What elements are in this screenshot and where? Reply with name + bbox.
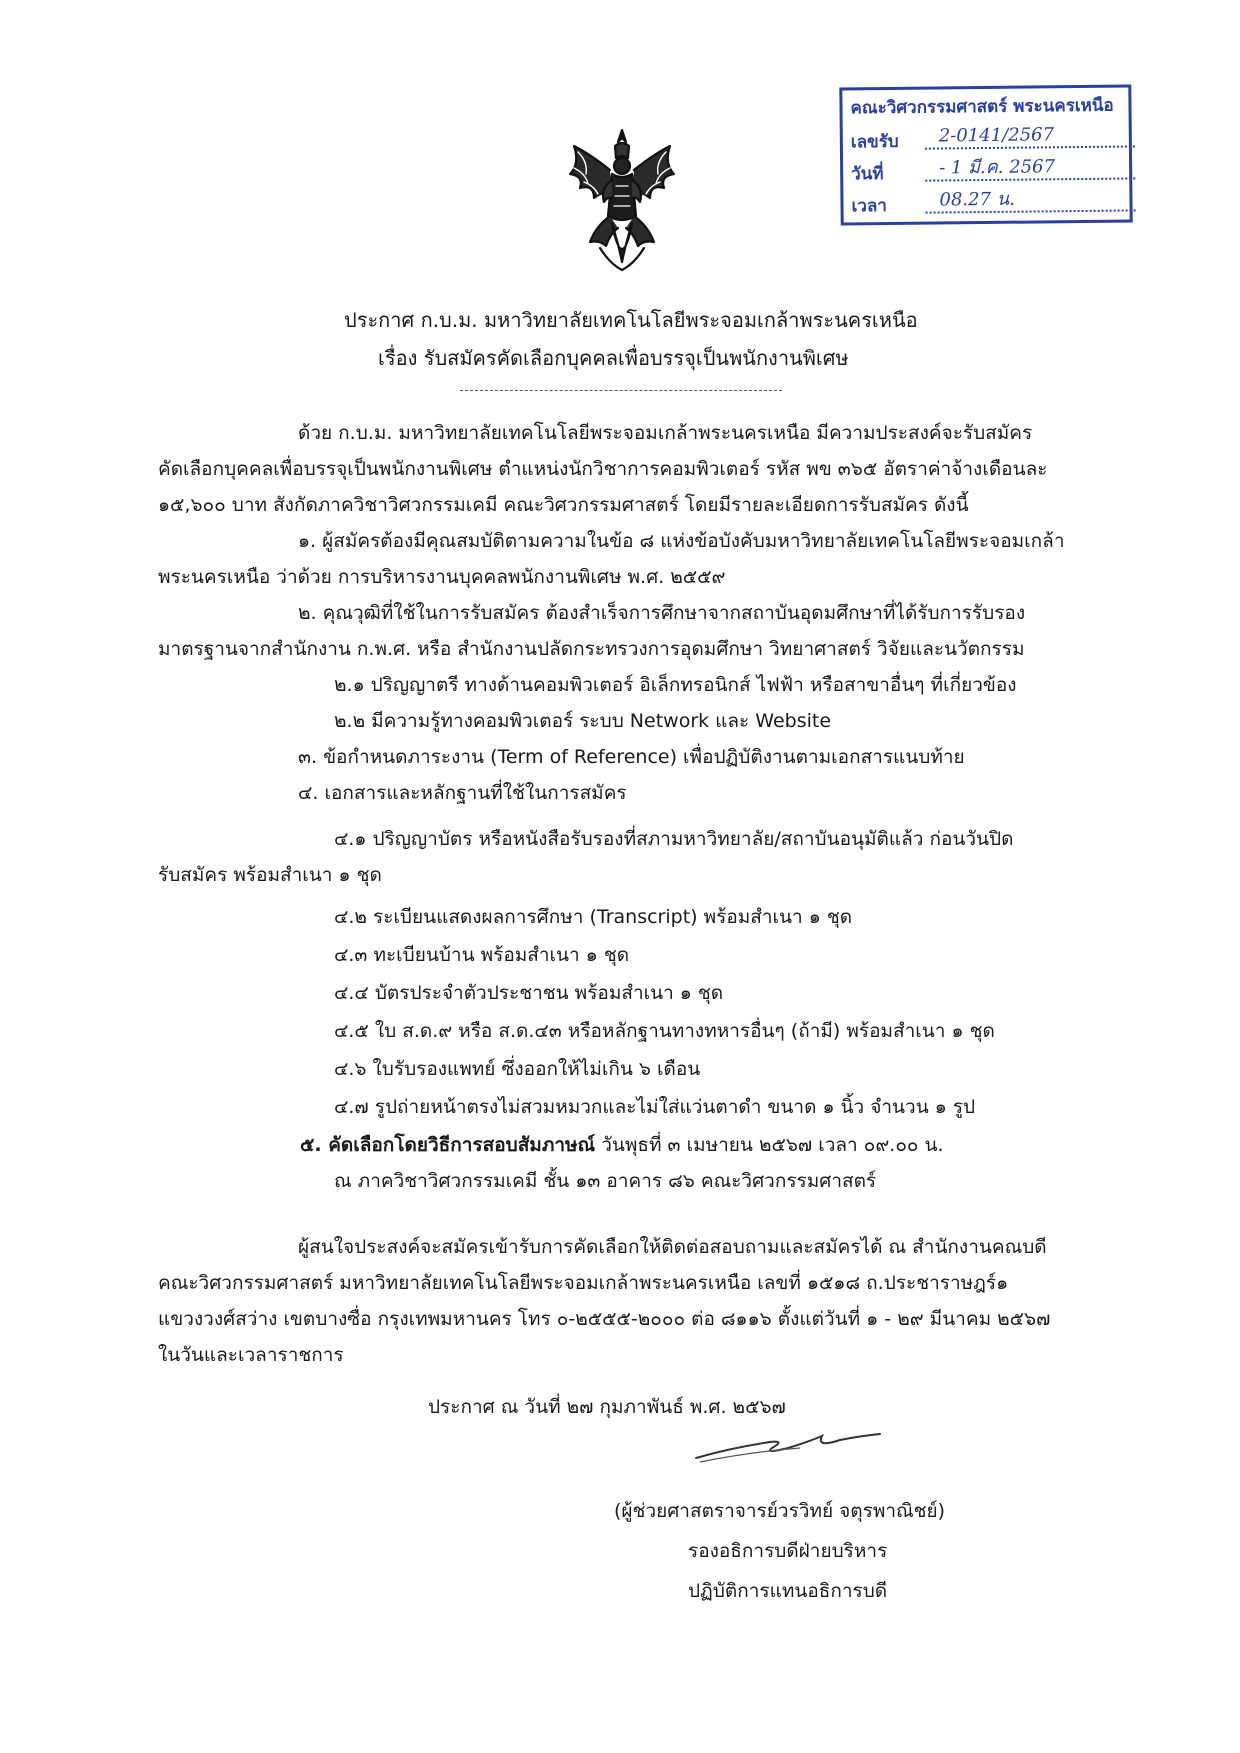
signatory-acting: ปฏิบัติการแทนอธิการบดี [688, 1580, 888, 1602]
item-5-datetime: วันพุธที่ ๓ เมษายน ๒๕๖๗ เวลา ๐๙.๐๐ น. [595, 1134, 944, 1156]
item-2-1: ๒.๑ ปริญญาตรี ทางด้านคอมพิวเตอร์ อิเล็กทรอนิกส์ ไฟฟ้า หรือสาขาอื่นๆ ที่เกี่ยวข้อง [334, 674, 1017, 696]
page-subject: เรื่อง รับสมัครคัดเลือกบุคคลเพื่อบรรจุเป็นพนักงานพิเศษ [378, 346, 849, 370]
stamp-time-label: เวลา [851, 196, 887, 217]
item-4-7: ๔.๗ รูปถ่ายหน้าตรงไม่สวมหมวกและไม่ใส่แว่นตาดำ ขนาด ๑ นิ้ว จำนวน ๑ รูป [334, 1096, 976, 1118]
stamp-time-row [851, 188, 1015, 219]
signatory-name: (ผู้ช่วยศาสตราจารย์วรวิทย์ จตุรพาณิชย์) [614, 1500, 946, 1522]
intro-line-3: ๑๕,๖๐๐ บาท สังกัดภาควิชาวิศวกรรมเคมี คณะวิศวกรรมศาสตร์ โดยมีรายละเอียดการรับสมัคร ดังนี้ [158, 494, 969, 516]
item-3: ๓. ข้อกำหนดภาระงาน (Term of Reference) เพื่อปฏิบัติงานตามเอกสารแนบท้าย [298, 746, 965, 768]
item-2-line-2: มาตรฐานจากสำนักงาน ก.พ.ศ. หรือ สำนักงานปลัดกระทรวงการอุดมศึกษา วิทยาศาสตร์ วิจัยและนวัตกรรม [158, 638, 1025, 660]
item-4-2: ๔.๒ ระเบียนแสดงผลการศึกษา (Transcript) พร้อมสำเนา ๑ ชุด [334, 906, 853, 928]
stamp-receipt-row [850, 124, 1055, 155]
closing-line-3: แขวงวงศ์สว่าง เขตบางซื่อ กรุงเทพมหานคร โทร ๐-๒๕๕๕-๒๐๐๐ ต่อ ๘๑๑๖ ตั้งแต่วันที่ ๑ - ๒๙ มีนาคม ๒๕๖๗ [158, 1308, 1051, 1330]
closing-line-1: ผู้สนใจประสงค์จะสมัครเข้ารับการคัดเลือกให้ติดต่อสอบถามและสมัครได้ ณ สำนักงานคณบดี [298, 1236, 1047, 1258]
item-1-line-2: พระนครเหนือ ว่าด้วย การบริหารงานบุคคลพนักงานพิเศษ พ.ศ. ๒๕๕๙ [158, 566, 726, 588]
stamp-receipt-value: 2-0141/2567 [925, 125, 1135, 149]
closing-line-2: คณะวิศวกรรมศาสตร์ มหาวิทยาลัยเทคโนโลยีพระจอมเกล้าพระนครเหนือ เลขที่ ๑๕๑๘ ถ.ประชาราษฎร์๑ [158, 1272, 1009, 1294]
item-1-line-1: ๑. ผู้สมัครต้องมีคุณสมบัติตามความในข้อ ๘ แห่งข้อบังคับมหาวิทยาลัยเทคโนโลยีพระจอมเกล้า [298, 530, 1065, 552]
item-5-line-2: ณ ภาควิชาวิศวกรรมเคมี ชั้น ๑๓ อาคาร ๘๖ คณะวิศวกรรมศาสตร์ [334, 1170, 877, 1192]
stamp-date-row [851, 156, 1056, 187]
stamp-receipt-label: เลขรับ [850, 131, 899, 153]
stamp-date-label: วันที่ [851, 164, 884, 185]
item-5-method: ๕. คัดเลือกโดยวิธีการสอบสัมภาษณ์ [300, 1134, 596, 1156]
closing-line-4: ในวันและเวลาราชการ [158, 1344, 344, 1366]
stamp-date-value: - 1 มี.ค. 2567 [925, 157, 1135, 181]
signatory-position: รองอธิการบดีฝ่ายบริหาร [688, 1540, 888, 1562]
item-4-1-line-2: รับสมัคร พร้อมสำเนา ๑ ชุด [158, 864, 382, 886]
garuda-emblem-icon [560, 124, 685, 274]
item-4-6: ๔.๖ ใบรับรองแพทย์ ซึ่งออกให้ไม่เกิน ๖ เดือน [334, 1058, 701, 1080]
item-5-line-1 [300, 1130, 944, 1160]
item-4: ๔. เอกสารและหลักฐานที่ใช้ในการสมัคร [298, 782, 627, 804]
item-2-line-1: ๒. คุณวุฒิที่ใช้ในการรับสมัคร ต้องสำเร็จการศึกษาจากสถาบันอุดมศึกษาที่ได้รับการรับรอง [298, 602, 1026, 624]
title-divider [460, 390, 782, 391]
item-4-4: ๔.๔ บัตรประจำตัวประชาชน พร้อมสำเนา ๑ ชุด [334, 982, 724, 1004]
intro-line-2: คัดเลือกบุคคลเพื่อบรรจุเป็นพนักงานพิเศษ ตำแหน่งนักวิชาการคอมพิวเตอร์ รหัส พข ๓๖๕ อัตราค่าจ้างเดือนละ [158, 458, 1048, 480]
page-title: ประกาศ ก.บ.ม. มหาวิทยาลัยเทคโนโลยีพระจอมเกล้าพระนครเหนือ [344, 308, 918, 332]
item-2-2: ๒.๒ มีความรู้ทางคอมพิวเตอร์ ระบบ Network และ Website [334, 710, 832, 732]
intro-line-1: ด้วย ก.บ.ม. มหาวิทยาลัยเทคโนโลยีพระจอมเกล้าพระนครเหนือ มีความประสงค์จะรับสมัคร [298, 422, 1033, 444]
item-4-3: ๔.๓ ทะเบียนบ้าน พร้อมสำเนา ๑ ชุด [334, 944, 630, 966]
stamp-title: คณะวิศวกรรมศาสตร์ พระนครเหนือ [850, 95, 1114, 119]
receipt-stamp [839, 84, 1132, 225]
item-4-5: ๔.๕ ใบ ส.ด.๙ หรือ ส.ด.๔๓ หรือหลักฐานทางทหารอื่นๆ (ถ้ามี) พร้อมสำเนา ๑ ชุด [334, 1020, 995, 1042]
stamp-time-value: 08.27 น. [925, 189, 1135, 213]
announce-date: ประกาศ ณ วันที่ ๒๗ กุมภาพันธ์ พ.ศ. ๒๕๖๗ [428, 1396, 786, 1418]
signature-scribble [690, 1418, 890, 1468]
item-4-1-line-1: ๔.๑ ปริญญาบัตร หรือหนังสือรับรองที่สภามหาวิทยาลัย/สถาบันอนุมัติแล้ว ก่อนวันปิด [334, 828, 1014, 850]
